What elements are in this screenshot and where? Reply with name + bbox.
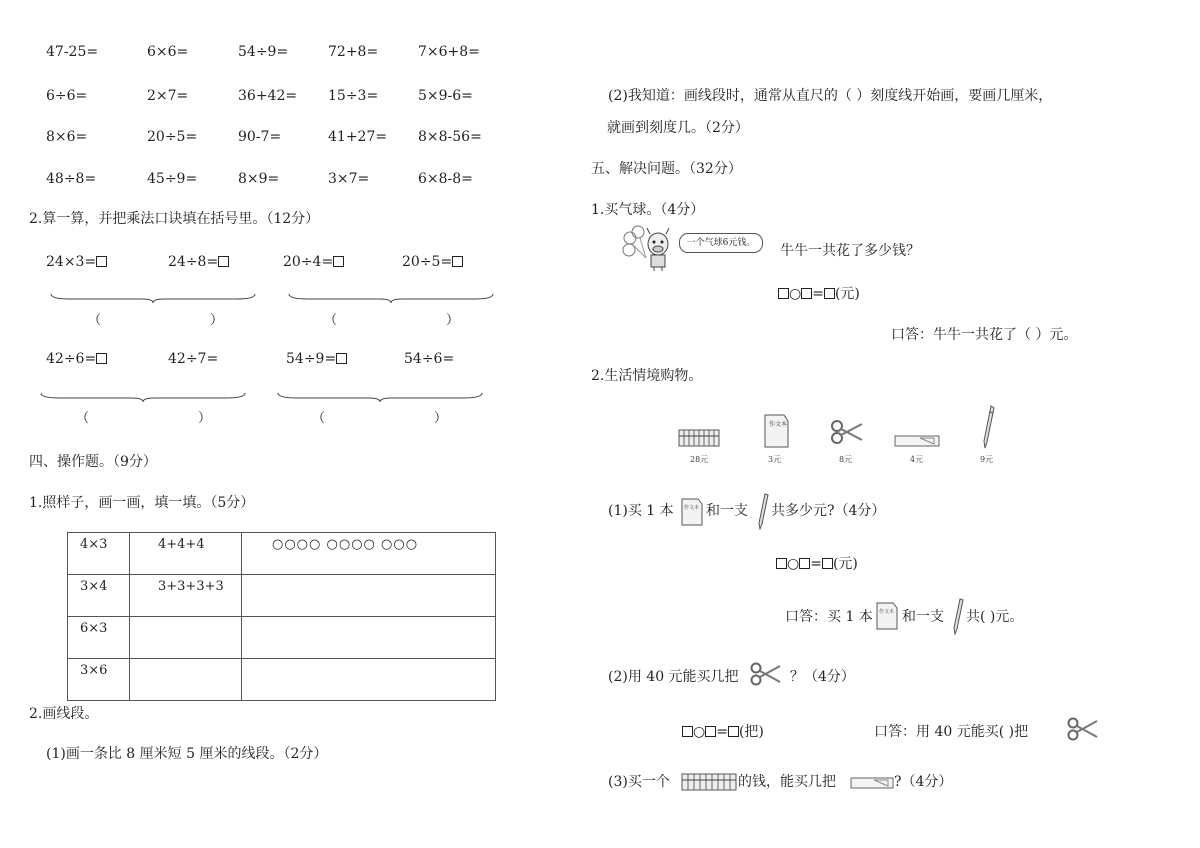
- pen-icon: [980, 404, 996, 450]
- unit-label: (把): [738, 724, 764, 740]
- equation-template: ○ = (元): [776, 556, 858, 572]
- abacus-icon: [681, 772, 737, 792]
- table-row: [68, 659, 496, 701]
- price-label: 9元: [980, 455, 994, 464]
- division-multiplication-problem: [402, 254, 463, 270]
- arith-problem: 2×7=: [147, 88, 189, 104]
- answer-box[interactable]: [218, 256, 229, 267]
- s2-answer: 口答：用 40 元能买( )把: [874, 724, 1029, 740]
- q2-title: 2.算一算，并把乘法口诀填在括号里。（12分）: [29, 211, 320, 227]
- speech-bubble: 一个气球6元钱。: [679, 233, 763, 253]
- paren-open: （: [76, 411, 90, 426]
- answer-box[interactable]: [728, 726, 739, 737]
- q2-2-line2: 就画到刻度几。（2分）: [607, 120, 749, 136]
- paren-close: ）: [198, 411, 212, 426]
- table-cell: 4×3: [68, 533, 130, 575]
- brace-1: [50, 292, 256, 304]
- equation-template: ○ = (把): [682, 724, 764, 740]
- arith-problem: 6×6=: [147, 44, 189, 60]
- s1-pre: (1)买 1 本: [608, 503, 674, 519]
- paren-close: ）: [210, 313, 224, 328]
- scissors-icon: [750, 661, 782, 687]
- s1-ans-post: 共( )元。: [966, 609, 1024, 625]
- answer-box[interactable]: [333, 256, 344, 267]
- pattern-table: [67, 532, 496, 701]
- answer-box[interactable]: [776, 558, 787, 569]
- scissors-icon: [830, 418, 864, 446]
- arith-problem: 8×9=: [238, 171, 280, 187]
- arith-problem: 6÷6=: [46, 88, 88, 104]
- table-cell: 3×6: [68, 659, 130, 701]
- table-cell[interactable]: [130, 659, 242, 701]
- abacus-icon: [678, 428, 720, 448]
- notebook-icon: [875, 601, 899, 631]
- sec4-q2-title: 2.画线段。: [29, 706, 99, 722]
- unit-label: (元): [832, 556, 858, 572]
- paren-open: （: [324, 313, 338, 328]
- arith-problem: 15÷3=: [328, 88, 379, 104]
- division-multiplication-problem: [286, 351, 347, 367]
- table-cell: 4+4+4: [130, 533, 242, 575]
- sec4-q1-title: 1.照样子，画一画，填一填。（5分）: [29, 495, 255, 511]
- brace-3: [40, 391, 246, 403]
- division-multiplication-problem: [168, 254, 229, 270]
- answer-box[interactable]: [822, 558, 833, 569]
- arith-problem: 3×7=: [328, 171, 370, 187]
- pen-icon: [952, 597, 964, 635]
- s3-pre: (3)买一个: [608, 774, 670, 790]
- paren-open: （: [88, 313, 102, 328]
- table-row: [68, 617, 496, 659]
- equation-text: 54÷9=: [286, 351, 337, 367]
- equation-text: 20÷5=: [402, 254, 453, 270]
- arith-problem: 47-25=: [46, 44, 99, 60]
- table-cell[interactable]: [242, 575, 496, 617]
- ruler-icon: [894, 434, 940, 448]
- s2-post: ？（4分）: [790, 669, 855, 685]
- table-row: [68, 575, 496, 617]
- table-row: [68, 533, 496, 575]
- sec4-q2-1: (1)画一条比 8 厘米短 5 厘米的线段。（2分）: [46, 746, 328, 762]
- cow-with-balloons-icon: [620, 224, 678, 272]
- answer-box[interactable]: [96, 353, 107, 364]
- unit-label: (元): [834, 286, 860, 302]
- b1-answer: 口答：牛牛一共花了（ ）元。: [891, 327, 1078, 343]
- svg-text:作文本: 作文本: [684, 505, 700, 511]
- price-label: 3元: [768, 455, 782, 464]
- table-cell: 3×4: [68, 575, 130, 617]
- division-multiplication-problem: [168, 351, 218, 367]
- equation-text: 54÷6=: [404, 351, 455, 367]
- paren-close: ）: [446, 313, 460, 328]
- table-cell: 6×3: [68, 617, 130, 659]
- division-multiplication-problem: [46, 254, 107, 270]
- section-4-title: 四、操作题。（9分）: [29, 454, 157, 470]
- table-cell[interactable]: [242, 617, 496, 659]
- pen-icon: [757, 492, 769, 530]
- arith-problem: 41+27=: [328, 129, 388, 145]
- arith-problem: 72+8=: [328, 44, 379, 60]
- arith-problem: 48÷8=: [46, 171, 97, 187]
- answer-box[interactable]: [801, 288, 812, 299]
- answer-box[interactable]: [336, 353, 347, 364]
- arith-problem: 7×6+8=: [418, 44, 480, 60]
- division-multiplication-problem: [46, 351, 107, 367]
- arith-problem: 54÷9=: [238, 44, 289, 60]
- equation-template: ○ = (元): [778, 286, 860, 302]
- q2-2-line1: (2)我知道：画线段时，通常从直尺的（ ）刻度线开始画，要画几厘米，: [608, 88, 1053, 104]
- answer-box[interactable]: [96, 256, 107, 267]
- equation-text: 24÷8=: [168, 254, 219, 270]
- arith-problem: 8×8-56=: [418, 129, 482, 145]
- s3-post: ?（4分）: [894, 774, 953, 790]
- notebook-icon: [762, 413, 790, 449]
- arith-problem: 45÷9=: [147, 171, 198, 187]
- s1-mid: 和一支: [706, 503, 748, 519]
- section-5-title: 五、解决问题。（32分）: [591, 161, 742, 177]
- arith-problem: 8×6=: [46, 129, 88, 145]
- arith-problem: 6×8-8=: [418, 171, 473, 187]
- s2-pre: (2)用 40 元能买几把: [608, 669, 739, 685]
- answer-box[interactable]: [452, 256, 463, 267]
- price-label: 4元: [910, 455, 924, 464]
- s1-post: 共多少元?（4分）: [771, 503, 886, 519]
- equation-text: 24×3=: [46, 254, 97, 270]
- arith-problem: 5×9-6=: [418, 88, 473, 104]
- b1-title: 1.买气球。（4分）: [591, 202, 705, 218]
- brace-4: [277, 391, 483, 403]
- s1-ans-mid: 和一支: [902, 609, 944, 625]
- b1-question: 牛牛一共花了多少钱？: [780, 243, 920, 259]
- equation-text: 42÷6=: [46, 351, 97, 367]
- division-multiplication-problem: [404, 351, 454, 367]
- brace-2: [288, 292, 494, 304]
- s1-ans-pre: 口答：买 1 本: [785, 609, 873, 625]
- ruler-icon: [850, 777, 894, 789]
- answer-box[interactable]: [824, 288, 835, 299]
- notebook-text: 作文本: [769, 421, 788, 428]
- answer-box[interactable]: [682, 726, 693, 737]
- table-cell[interactable]: [130, 617, 242, 659]
- svg-text:作文本: 作文本: [879, 609, 895, 615]
- s3-mid: 的钱，能买几把: [738, 774, 836, 790]
- price-label: 28元: [690, 455, 709, 464]
- answer-box[interactable]: [705, 726, 716, 737]
- paren-close: ）: [434, 411, 448, 426]
- table-cell: 3+3+3+3: [130, 575, 242, 617]
- table-cell: ○○○○ ○○○○ ○○○: [242, 533, 496, 575]
- table-cell[interactable]: [242, 659, 496, 701]
- answer-box[interactable]: [799, 558, 810, 569]
- paren-open: （: [312, 411, 326, 426]
- arith-problem: 36+42=: [238, 88, 298, 104]
- b2-title: 2.生活情境购物。: [591, 368, 703, 384]
- price-label: 8元: [839, 455, 853, 464]
- arith-problem: 90-7=: [238, 129, 282, 145]
- notebook-icon: [680, 497, 704, 527]
- equation-text: 42÷7=: [168, 351, 219, 367]
- division-multiplication-problem: [283, 254, 344, 270]
- scissors-icon: [1067, 716, 1099, 742]
- equation-text: 20÷4=: [283, 254, 334, 270]
- answer-box[interactable]: [778, 288, 789, 299]
- arith-problem: 20÷5=: [147, 129, 198, 145]
